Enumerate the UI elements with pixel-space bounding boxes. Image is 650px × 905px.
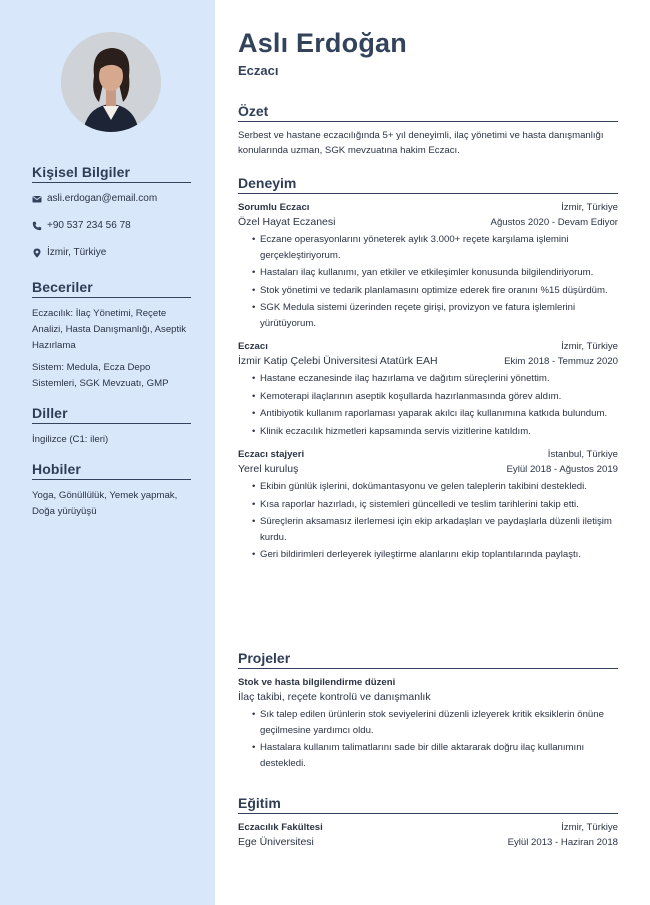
phone-row [32,219,191,232]
job-bullet: • Antibiyotik kullanım raporlaması yaparak akılcı ilaç kullanımına katkıda bulundum. [254,406,618,422]
job-dates: Ağustos 2020 - Devam Ediyor [490,217,618,228]
summary-section [238,103,618,158]
projects-title: Projeler [238,650,618,669]
job-bullet: • Ekibin günlük işlerini, dokümantasyonu ve gelen taleplerin takibini destekledi. [254,479,618,495]
location-row [32,246,191,259]
personal-info-section [32,164,191,273]
experience-section [238,175,618,571]
education-section [238,795,618,850]
envelope-icon [32,194,42,204]
education-title: Eğitim [238,795,618,814]
location-text: İzmir, Türkiye [47,247,107,258]
job-bullet: • Eczane operasyonlarını yöneterek aylık 3.000+ reçete karşılama işlemini gerçekleştiriyorum. [254,232,618,263]
map-pin-icon [32,248,42,258]
sidebar [0,0,215,905]
job-bullet: • Kemoterapi ilaçlarının aseptik koşullarda hazırlanmasında görev aldım. [254,389,618,405]
skills-title: Beceriler [32,279,191,298]
hobbies-text: Yoga, Gönüllülük, Yemek yapmak, Doğa yürüyüşü [32,490,178,517]
project-name: Stok ve hasta bilgilendirme düzeni [238,677,396,688]
skills-item: Eczacılık: İlaç Yönetimi, Reçete Analizi, Hasta Danışmanlığı, Aseptik Hazırlama [32,308,187,351]
job-position: Sorumlu Eczacı [238,202,310,213]
project-bullet: • Hastalara kullanım talimatlarını sade bir dille aktararak doğru ilaç kullanımını destekledi. [254,740,618,771]
job-dates: Eylül 2018 - Ağustos 2019 [506,464,618,475]
projects-section [238,650,618,773]
job-bullet: • Hastane eczanesinde ilaç hazırlama ve dağıtım süreçlerini yönettim. [254,371,618,387]
job-bullet: • Süreçlerin aksamasız ilerlemesi için ekip arkadaşları ve paydaşlarla düzenli iletişim kurdu. [254,514,618,545]
job-entry [238,447,618,563]
phone-icon [32,221,42,231]
personal-info-title: Kişisel Bilgiler [32,164,191,183]
profile-photo [61,32,161,132]
job-location: İstanbul, Türkiye [547,449,618,460]
job-location: İzmir, Türkiye [561,341,618,352]
job-bullet: • Klinik eczacılık hizmetleri kapsamında servis vizitlerine katıldım. [254,424,618,440]
education-location: İzmir, Türkiye [561,822,618,833]
job-company: Yerel kuruluş [238,463,299,475]
job-bullet: • Geri bildirimleri derleyerek iyileştirme alanlarını ekip toplantılarında paylaştı. [254,547,618,563]
summary-title: Özet [238,103,618,122]
project-subtitle: İlaç takibi, reçete kontrolü ve danışmanlık [238,691,431,703]
candidate-role: Eczacı [238,63,279,78]
job-bullet: • Hastaları ilaç kullanımı, yan etkiler ve etkileşimler konusunda bilgilendiriyorum. [254,265,618,281]
job-entry [238,339,618,439]
summary-text: Serbest ve hastane eczacılığında 5+ yıl deneyimli, ilaç yönetimi ve hasta danışmanlığı konularında uzman, SGK mevzuatına hakim Eczacı. [238,130,604,156]
job-company: Özel Hayat Eczanesi [238,216,336,228]
project-bullet: • Sık talep edilen ürünlerin stok seviyelerini düzenli izleyerek kritik eksiklerin önüne geçilmesine yardımcı oldu. [254,707,618,738]
hobbies-title: Hobiler [32,461,191,480]
phone-text[interactable]: +90 537 234 56 78 [47,220,131,231]
email-text[interactable]: asli.erdogan@email.com [47,193,158,204]
hobbies-section [32,461,191,526]
job-position: Eczacı [238,341,268,352]
candidate-name: Aslı Erdoğan [238,28,407,58]
email-row [32,192,191,205]
education-school: Ege Üniversitesi [238,836,314,848]
languages-text: İngilizce (C1: ileri) [32,434,109,445]
experience-title: Deneyim [238,175,618,194]
job-position: Eczacı stajyeri [238,449,305,460]
languages-section [32,405,191,454]
education-dates: Eylül 2013 - Haziran 2018 [507,837,618,848]
skills-item: Sistem: Medula, Ecza Depo Sistemleri, SGK Mevzuatı, GMP [32,362,169,389]
job-company: İzmir Katip Çelebi Üniversitesi Atatürk EAH [238,355,438,367]
education-degree: Eczacılık Fakültesi [238,822,323,833]
job-entry [238,200,618,331]
job-bullet: • Kısa raporlar hazırladı, iç sistemleri güncelledi ve teslim tarihlerini takip etti. [254,497,618,513]
job-location: İzmir, Türkiye [561,202,618,213]
skills-section [32,279,191,398]
job-bullet: • Stok yönetimi ve tedarik planlamasını optimize ederek fire oranını %15 düşürdüm. [254,283,618,299]
job-bullet: • SGK Medula sistemi üzerinden reçete girişi, provizyon ve fatura işlemlerini yürütüyorum. [254,300,618,331]
languages-title: Diller [32,405,191,424]
job-dates: Ekim 2018 - Temmuz 2020 [504,356,618,367]
